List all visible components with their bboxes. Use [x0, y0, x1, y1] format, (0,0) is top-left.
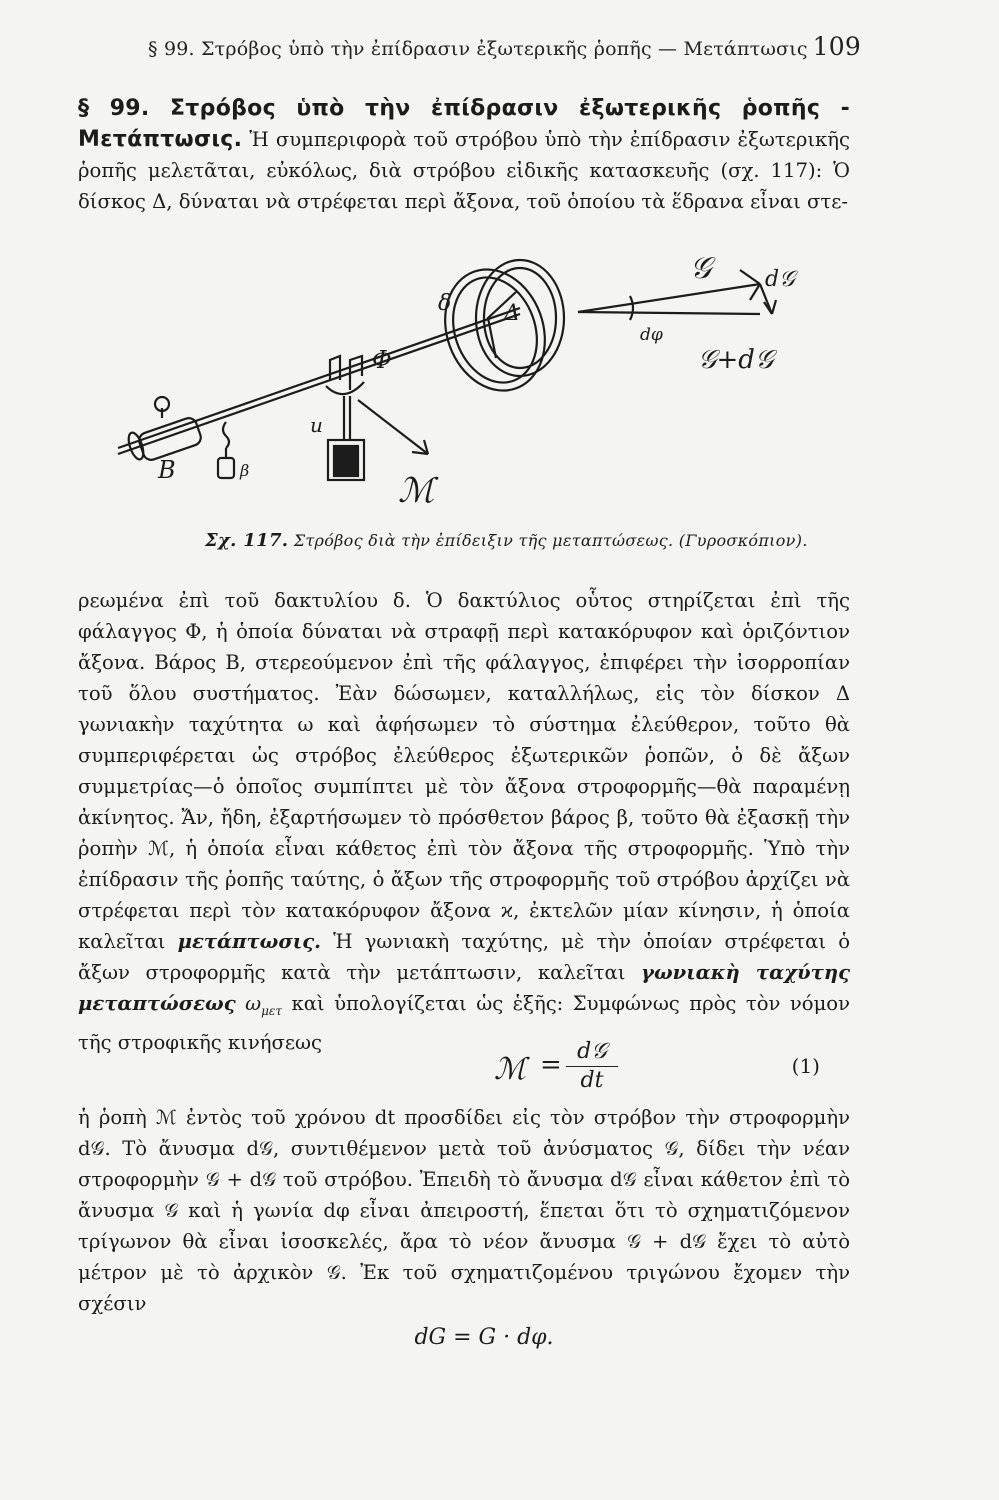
- vector-G-plus-dG: [578, 312, 760, 314]
- label-beta: β: [240, 461, 250, 480]
- angle-arc-dphi: [630, 296, 633, 320]
- term-angular-velocity: γωνιακὴ ταχύτης μεταπτώσεως: [78, 961, 851, 1015]
- label-dphi: dφ: [640, 325, 663, 345]
- section-title: § 99. Στρόβος ὑπὸ τὴν ἐπίδρασιν ἐξωτερικῆς ῥοπῆς - Μετάπτωσις.: [78, 96, 850, 152]
- eq1-denominator: dt: [580, 1068, 604, 1093]
- label-dG: d𝒢: [765, 267, 795, 292]
- eq1-numerator: d𝒢: [566, 1038, 618, 1067]
- arrow-head-dG2: [772, 300, 776, 314]
- running-head: [148, 32, 861, 61]
- label-Delta: Δ: [504, 301, 520, 326]
- stand-base-fill: [334, 446, 358, 476]
- section-intro-text: Ἡ συμπεριφορὰ τοῦ στρόβου ὑπὸ τὴν ἐπίδρασιν ἐξωτερικῆς ῥοπῆς μελετᾶται, εὐκόλως, διὰ στρόβου εἰδικῆς κατασκευῆς (σχ. 117): Ὁ δίσκος Δ, δύναται νὰ στρέφεται περὶ ἄξονα, τοῦ ὁποίου τὰ ἕδρανα εἶναι στε-: [78, 128, 850, 213]
- paragraph-text-2: Ἡ γωνιακὴ ταχύτης, μὲ τὴν ὁποίαν στρέφεται ὁ ἄξων στροφορμῆς κατὰ τὴν μετάπτωσιν, καλεῖται: [78, 930, 850, 984]
- figure-caption: [205, 530, 845, 551]
- weight-beta: [218, 458, 234, 478]
- caption-text: Στρόβος διὰ τὴν ἐπίδειξιν τῆς μεταπτώσεως. (Γυροσκόπιον).: [293, 531, 808, 550]
- omega-subscript: μετ: [261, 1003, 282, 1018]
- label-M: ℳ: [398, 471, 435, 511]
- main-paragraph: [78, 585, 850, 1058]
- section-intro-block: [78, 93, 850, 217]
- hook: [223, 422, 229, 448]
- term-precession: μετάπτωσις.: [177, 930, 321, 953]
- label-G-plus-dG: 𝒢+d𝒢: [698, 345, 774, 375]
- equation-2: dG = G · dφ.: [414, 1325, 554, 1350]
- running-title: § 99. Στρόβος ὑπὸ τὴν ἐπίδρασιν ἐξωτερικῆς ῥοπῆς — Μετάπτωσις: [148, 38, 808, 60]
- arrow-head-G: [740, 270, 760, 284]
- derivation-paragraph: [78, 1102, 850, 1319]
- fork-base: [326, 382, 364, 394]
- vector-M: [358, 400, 428, 454]
- label-G: 𝒢: [690, 251, 712, 286]
- equation-1: [78, 1038, 850, 1098]
- label-B: B: [158, 456, 176, 484]
- figure-117: [100, 240, 820, 520]
- eq1-number: (1): [791, 1054, 820, 1078]
- label-Phi: Φ: [372, 346, 392, 374]
- caption-number: Σχ. 117.: [205, 530, 289, 551]
- eq1-fraction: [566, 1038, 618, 1095]
- label-u: u: [310, 413, 323, 437]
- label-delta: δ: [438, 291, 452, 316]
- page-number: 109: [812, 32, 861, 61]
- derivation-text: ἡ ῥοπὴ ℳ ἐντὸς τοῦ χρόνου dt προσδίδει εἰς τὸν στρόβον τὴν στροφορμὴν d𝒢. Τὸ ἄνυσμα d𝒢, συντιθέμενον μετὰ τοῦ ἀνύσματος 𝒢, δίδει τὴν νέαν στροφορμὴν 𝒢 + d𝒢 τοῦ στρόβου. Ἐπειδὴ τὸ ἄνυσμα d𝒢 εἶναι κάθετον ἐπὶ τὸ ἄνυσμα 𝒢 καὶ ἡ γωνία dφ εἶναι ἀπειροστή, ἕπεται ὅτι τὸ σχηματιζόμενον τρίγωνον θὰ εἶναι ἰσοσκελές, ἄρα τὸ νέον ἄνυσμα 𝒢 + d𝒢 ἔχει τὸ αὐτὸ μέτρον μὲ τὸ ἀρχικὸν 𝒢. Ἐκ τοῦ σχηματιζομένου τριγώνου ἔχομεν τὴν σχέσιν: [78, 1106, 850, 1315]
- eq1-equals: =: [540, 1050, 562, 1080]
- omega-symbol: ω: [245, 992, 262, 1015]
- gyroscope-diagram: [100, 240, 820, 520]
- eq1-lhs: ℳ: [494, 1052, 527, 1087]
- paragraph-text-1: ρεωμένα ἐπὶ τοῦ δακτυλίου δ. Ὁ δακτύλιος οὗτος στηρίζεται ἐπὶ τῆς φάλαγγος Φ, ἡ ὁποία δύναται νὰ στραφῇ περὶ κατακόρυφον καὶ ὁριζόντιον ἄξονα. Βάρος B, στερεούμενον ἐπὶ τῆς φάλαγγος, ἐπιφέρει τὴν ἰσορροπίαν τοῦ ὅλου συστήματος. Ἐὰν δώσωμεν, καταλλήλως, εἰς τὸν δίσκον Δ γωνιακὴν ταχύτητα ω καὶ ἀφήσωμεν τὸ σύστημα ἐλεύθερον, τοῦτο θὰ συμπεριφέρεται ὡς στρόβος ἐλεύθερος ἐξωτερικῶν ῥοπῶν, ὁ δὲ ἄξων συμμετρίας—ὁ ὁποῖος συμπίπτει μὲ τὸν ἄξονα στροφορμῆς—θὰ παραμένῃ ἀκίνητος. Ἄν, ἤδη, ἐξαρτήσωμεν τὸ πρόσθετον βάρος β, τοῦτο θὰ ἐξασκῇ τὴν ῥοπὴν ℳ, ἡ ὁποία εἶναι κάθετος ἐπὶ τὸν ἄξονα τῆς στροφορμῆς. Ὑπὸ τὴν ἐπίδρασιν τῆς ῥοπῆς ταύτης, ὁ ἄξων τῆς στροφορμῆς τοῦ στρόβου ἀρχίζει νὰ στρέφεται περὶ τὸν κατακόρυφον ἄξονα ϰ, ἐκτελῶν μίαν κίνησιν, ἡ ὁποία καλεῖται: [78, 589, 850, 953]
- paragraph-text-3: καὶ ὑπολογίζεται ὡς ἑξῆς: Συμφώνως πρὸς τὸν νόμον τῆς στροφικῆς κινήσεως: [78, 992, 851, 1054]
- counterweight-end: [126, 431, 146, 461]
- vector-G: [578, 284, 760, 312]
